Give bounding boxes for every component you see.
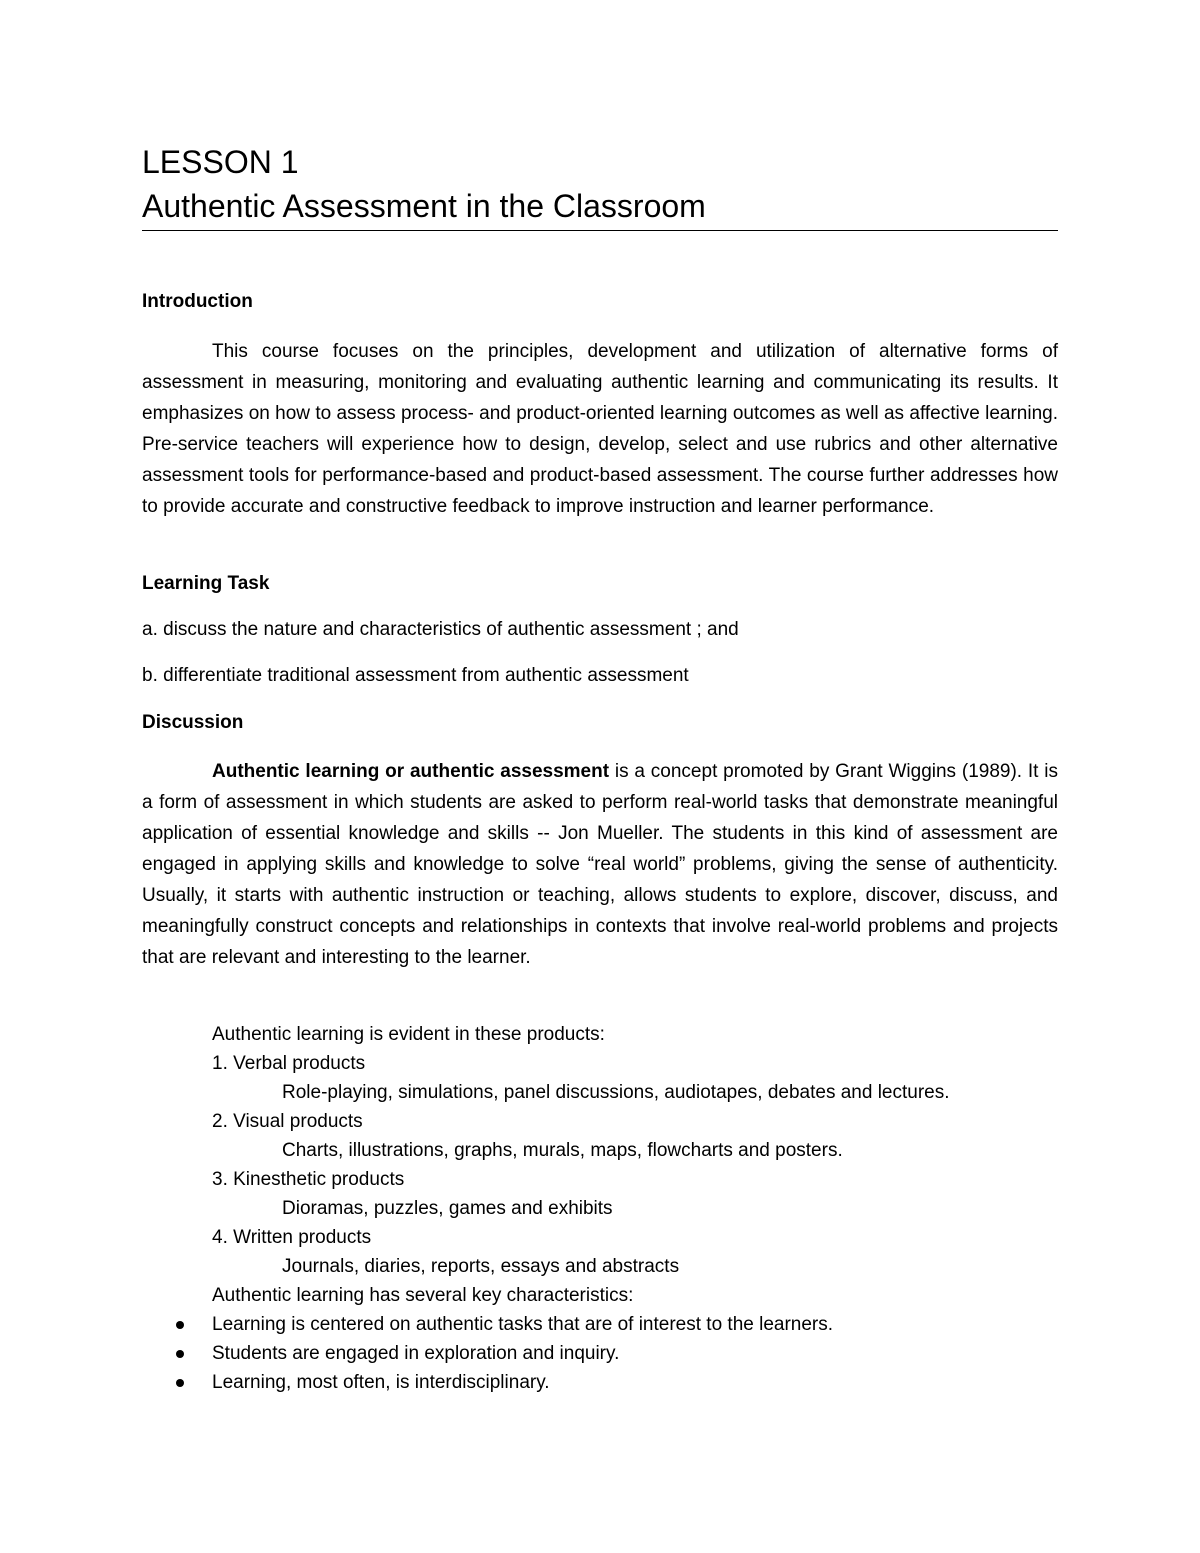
- product-examples: Dioramas, puzzles, games and exhibits: [282, 1198, 613, 1219]
- introduction-heading: Introduction: [142, 291, 253, 312]
- lesson-title-block: [142, 140, 1058, 231]
- product-label: 2. Visual products: [212, 1111, 363, 1132]
- introduction-paragraph: This course focuses on the principles, development and utilization of alternative forms of assessment in measuring, monitoring and evaluating authentic learning and communicating its results. It emphasizes on how to assess process- and product-oriented learning outcomes as well as affective learning. Pre-service teachers will experience how to design, develop, select and use rubrics and other alternative assessment tools for performance-based and product-based assessment. The course further addresses how to provide accurate and constructive feedback to improve instruction and learner performance.: [142, 341, 1058, 517]
- list-item: [170, 1310, 1058, 1339]
- discussion-paragraph: [142, 756, 1058, 973]
- products-list: [212, 1020, 1058, 1310]
- list-item: [170, 1368, 1058, 1397]
- discussion-heading: Discussion: [142, 712, 244, 733]
- products-intro: Authentic learning is evident in these products:: [212, 1024, 605, 1045]
- characteristic-text: Students are engaged in exploration and inquiry.: [212, 1343, 620, 1364]
- product-examples: Charts, illustrations, graphs, murals, maps, flowcharts and posters.: [282, 1140, 843, 1161]
- bullet-icon: [176, 1321, 184, 1329]
- learning-task-item-b: b. differentiate traditional assessment from authentic assessment: [142, 665, 689, 686]
- bullet-icon: [176, 1350, 184, 1358]
- learning-task-heading: Learning Task: [142, 573, 270, 594]
- product-examples: Journals, diaries, reports, essays and abstracts: [282, 1256, 680, 1277]
- bullet-icon: [176, 1379, 184, 1387]
- characteristics-list: [170, 1310, 1058, 1397]
- discussion-lead-term: Authentic learning or authentic assessment: [212, 761, 610, 782]
- characteristic-text: Learning, most often, is interdisciplinary.: [212, 1372, 550, 1393]
- list-item: [170, 1339, 1058, 1368]
- product-label: 4. Written products: [212, 1227, 372, 1248]
- characteristic-text: Learning is centered on authentic tasks that are of interest to the learners.: [212, 1314, 834, 1335]
- discussion-paragraph-text: is a concept promoted by Grant Wiggins (1989). It is a form of assessment in which students are asked to perform real-world tasks that demonstrate meaningful application of essential knowledge and skills -- Jon Mueller. The students in this kind of assessment are engaged in applying skills and knowledge to solve “real world” problems, giving the sense of authenticity. Usually, it starts with authentic instruction or teaching, allows students to explore, discover, discuss, and meaningfully construct concepts and relationships in contexts that involve real-world problems and projects that are relevant and interesting to the learner.: [142, 761, 1059, 968]
- characteristics-intro: Authentic learning has several key characteristics:: [212, 1285, 634, 1306]
- lesson-number: LESSON 1: [142, 144, 299, 180]
- product-label: 1. Verbal products: [212, 1053, 366, 1074]
- product-examples: Role-playing, simulations, panel discussions, audiotapes, debates and lectures.: [282, 1082, 950, 1103]
- discussion-paragraph-block: [142, 756, 1058, 973]
- introduction-paragraph-block: [142, 336, 1058, 522]
- learning-task-item-a: a. discuss the nature and characteristics of authentic assessment ; and: [142, 619, 739, 640]
- product-label: 3. Kinesthetic products: [212, 1169, 405, 1190]
- lesson-title: Authentic Assessment in the Classroom: [142, 188, 706, 224]
